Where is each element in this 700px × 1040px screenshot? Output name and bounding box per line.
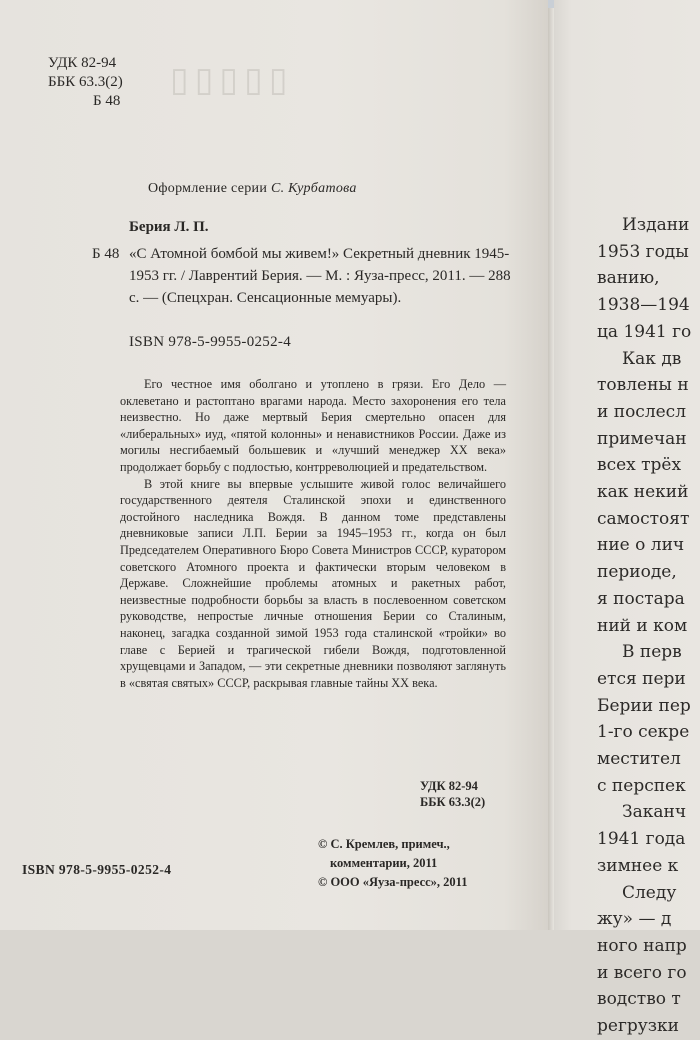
right-page-line: В перв <box>622 642 682 663</box>
right-page-line: зимнее к <box>597 855 679 876</box>
right-page-line: 1-го секре <box>597 722 690 743</box>
right-page-line: самостоят <box>597 508 690 529</box>
right-page-line: ний и ком <box>597 615 688 636</box>
footer-bbk-code: ББК 63.3(2) <box>420 795 486 809</box>
catalog-entry <box>92 243 512 309</box>
right-page-line: ние о лич <box>597 535 685 556</box>
design-credit-label: Оформление серии <box>148 181 268 196</box>
right-page-line: и всего го <box>597 962 687 983</box>
annotation-paragraph: Его честное имя оболгано и утоплено в грязи. Его Дело — оклеветано и растоптано врагами народа. Место захоронения его тела неизвестно. Но даже мертвый Берия смертельно опасен для «либеральных» иуд, «пятой колонны» и ненавистников России. Даже из могилы несгибаемый большевик и «лучший менеджер XX века» продолжает борьбу с подлостью, контрреволюцией и предательством. <box>120 377 506 474</box>
isbn-inline: ISBN 978-5-9955-0252-4 <box>129 334 292 350</box>
right-page-line: с перспек <box>597 775 686 796</box>
copyright-line: комментарии, 2011 <box>330 856 438 870</box>
copyright-line: © С. Кремлев, примеч., <box>318 837 450 851</box>
right-page-line: ется пери <box>597 668 686 689</box>
right-page-line: я постара <box>597 588 685 609</box>
show-through-ghost-text: ▯▯▯▯▯ <box>170 60 294 100</box>
right-page-line: жу» — д <box>597 909 672 930</box>
footer-udk-code: УДК 82-94 <box>420 779 478 793</box>
series-design-credit <box>148 181 357 197</box>
right-page-line: Издани <box>622 215 690 235</box>
author-mark: Б 48 <box>93 93 121 109</box>
right-page-line: водство т <box>597 989 681 1010</box>
right-page-line: и послесл <box>597 401 687 422</box>
right-page-line: Как дв <box>622 348 682 369</box>
right-page-line: 1938—194 <box>597 295 690 316</box>
right-page-line: регрузки <box>597 1016 679 1037</box>
bbk-code: ББК 63.3(2) <box>48 74 123 90</box>
udk-code: УДК 82-94 <box>48 55 117 71</box>
copyright-block <box>318 835 467 892</box>
right-page-line: периоде, <box>597 562 677 583</box>
right-page-line: как некий <box>597 482 689 503</box>
annotation <box>120 376 506 691</box>
right-page-line: 1953 годы <box>597 241 689 262</box>
right-page-line: Заканч <box>622 802 687 823</box>
right-page-line: всех трёх <box>597 455 682 476</box>
right-page-line: ца 1941 го <box>597 321 692 342</box>
isbn-footer: ISBN 978-5-9955-0252-4 <box>22 862 172 877</box>
annotation-paragraph: В этой книге вы впервые услышите живой голос величайшего государственного деятеля Сталинской эпохи и единственного достойного наследника Вождя. В данном томе представлены дневниковые записи Л.П. Берии за 1945–1953 гг., когда он был Председателем Оперативного Бюро Совета Министров СССР, куратором советского Атомного проекта и фактически вторым человеком в Державе. Сложнейшие проблемы атомных и ракетных работ, неизвестные подробности борьбы за власть в послевоенном советском руководстве, непростые личные отношения Берии со Сталиным, наконец, загадка созданной зимой 1953 года сталинской «тройки» во главе с Берией и трагической гибели Вождя, подготовленной хрущевцами и Западом, — эти секретные дневники позволяют заглянуть в «святая святых» СССР, раскрывая главные тайны XX века. <box>120 476 506 690</box>
designer-name: С. Курбатова <box>270 181 357 196</box>
right-page-line: Следу <box>622 882 677 903</box>
author-heading: Берия Л. П. <box>129 219 209 235</box>
catalog-description: «С Атомной бомбой мы живем!» Секретный дневник 1945-1953 гг. / Лаврентий Берия. — М. : Яуза-пресс, 2011. — 288 с. — (Спецхран. Сенсационные мемуары). <box>129 246 511 306</box>
copyright-line: © ООО «Яуза-пресс», 2011 <box>318 875 468 889</box>
catalog-code: Б 48 <box>92 246 120 262</box>
right-page-line: Берии пер <box>597 695 691 716</box>
right-page-line: примечан <box>597 428 687 449</box>
right-page-line: местител <box>597 749 681 770</box>
right-page-line: 1941 года <box>597 829 686 850</box>
classification-codes <box>48 54 123 111</box>
right-page-text <box>597 212 700 1040</box>
right-page-line: ванию, <box>597 268 660 289</box>
footer-classification-codes <box>420 778 485 810</box>
right-page-line: товлены н <box>597 375 689 396</box>
right-page-line: ного напр <box>597 935 687 956</box>
